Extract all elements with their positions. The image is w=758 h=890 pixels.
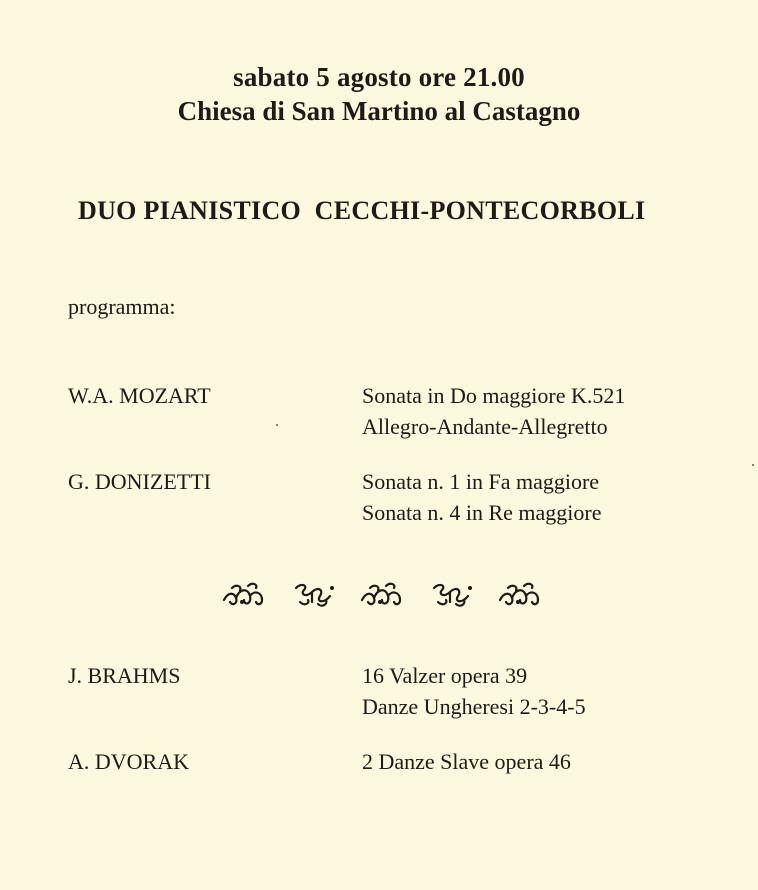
ornament-flourish-icon (362, 584, 400, 604)
composer-name: A. DVORAK (68, 749, 189, 774)
programma-label: programma: (68, 294, 176, 319)
works-list (362, 380, 625, 442)
work-title: Sonata n. 1 in Fa maggiore (362, 469, 600, 494)
ornament-divider (0, 576, 758, 610)
composer-name: G. DONIZETTI (68, 469, 211, 494)
work-title: Sonata n. 4 in Re maggiore (362, 500, 602, 525)
composer-name: W.A. MOZART (68, 383, 211, 408)
composer-name: J. BRAHMS (68, 663, 181, 688)
concert-title: DUO PIANISTICO CECCHI-PONTECORBOLI (78, 196, 646, 225)
work-title: Danze Ungheresi 2-3-4-5 (362, 694, 586, 719)
ornament-flourish-icon (500, 584, 538, 604)
concert-header-date: sabato 5 agosto ore 21.00 (233, 62, 525, 92)
works-list (362, 466, 602, 528)
works-list (362, 660, 586, 722)
work-title: 2 Danze Slave opera 46 (362, 749, 571, 774)
ornament-flourish-icon (296, 585, 334, 606)
paper-speck (752, 464, 754, 466)
works-list (362, 746, 571, 777)
work-title: Sonata in Do maggiore K.521 (362, 383, 626, 408)
work-title: 16 Valzer opera 39 (362, 663, 528, 688)
concert-header-venue: Chiesa di San Martino al Castagno (177, 96, 581, 126)
paper-speck (276, 424, 278, 426)
work-title: Allegro-Andante-Allegretto (362, 414, 608, 439)
ornament-flourish-icon (434, 585, 472, 606)
ornament-flourish-icon (224, 584, 262, 604)
